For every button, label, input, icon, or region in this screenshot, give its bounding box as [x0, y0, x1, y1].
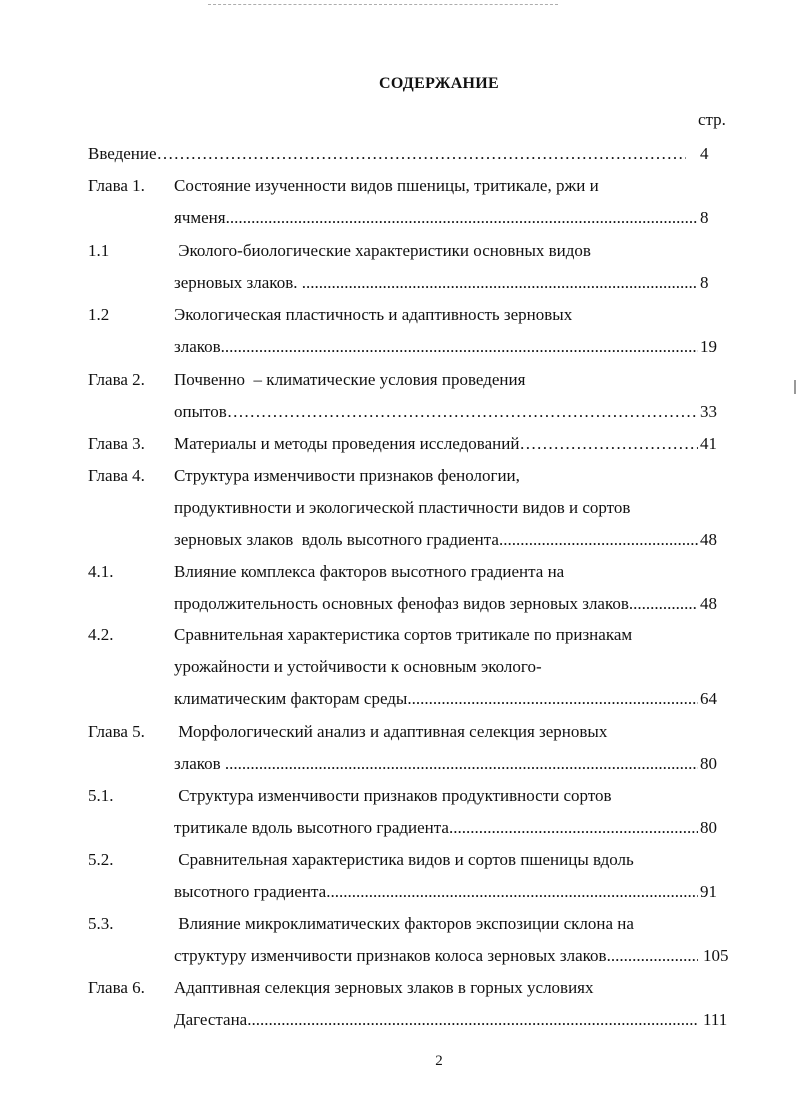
- toc-entry-row[interactable]: [0, 813, 798, 843]
- toc-entry-row[interactable]: [0, 203, 798, 233]
- toc-entry-text: Сравнительная характеристика сортов тритикале по признакам: [174, 625, 633, 644]
- toc-entry-text: высотного градиента: [174, 882, 327, 902]
- toc-entry-text: урожайности и устойчивости к основным эколого-: [174, 657, 542, 677]
- toc-entry-row[interactable]: [0, 557, 798, 587]
- dot-leader: [226, 203, 698, 233]
- toc-entry-text: зерновых злаков.: [174, 273, 302, 293]
- toc-entry-line: [174, 941, 698, 971]
- dot-leader: [607, 941, 698, 971]
- toc-entry-page: 8: [700, 273, 709, 293]
- toc-entry-line: [174, 909, 698, 939]
- toc-entry-row[interactable]: [0, 877, 798, 907]
- toc-entry-page: 111: [703, 1010, 728, 1030]
- dot-leader: [247, 1005, 698, 1035]
- toc-entry-line: [174, 332, 698, 362]
- toc-entry-page: 105: [703, 946, 729, 966]
- toc-entry-text: Экологическая пластичность и адаптивность зерновых: [174, 305, 573, 324]
- toc-intro-page: 4: [700, 144, 709, 163]
- dot-leader: [449, 813, 698, 843]
- toc-entry-row[interactable]: [0, 429, 798, 459]
- toc-entry-line: [174, 684, 698, 714]
- dot-leader: [302, 268, 698, 298]
- toc-entry-number: Глава 3.: [88, 434, 145, 453]
- toc-entry-page: 8: [700, 208, 709, 228]
- page-title: СОДЕРЖАНИЕ: [378, 75, 500, 92]
- toc-intro-row[interactable]: [0, 139, 798, 169]
- toc-entry-row[interactable]: [0, 493, 798, 523]
- toc-entry-page: 91: [700, 882, 717, 902]
- dot-leader: [225, 749, 698, 779]
- page-column-label: стр.: [698, 110, 726, 129]
- toc-entry-text: структуру изменчивости признаков колоса зерновых злаков: [174, 946, 607, 966]
- toc-entry-row[interactable]: [0, 941, 798, 971]
- toc-entry-line: [174, 589, 698, 619]
- toc-entry-text: Структура изменчивости признаков фенологии,: [174, 466, 520, 485]
- dot-leader: [407, 684, 698, 714]
- toc-entry-number: Глава 4.: [88, 466, 145, 485]
- toc-entry-line: [174, 845, 698, 875]
- toc-entry-line: [174, 557, 698, 587]
- toc-entry-text: климатическим факторам среды: [174, 689, 408, 709]
- toc-entry-row[interactable]: [0, 749, 798, 779]
- toc-entry-line: [174, 397, 698, 427]
- toc-entry-row[interactable]: [0, 397, 798, 427]
- toc-entry-number: 5.3.: [88, 914, 114, 933]
- toc-entry-text: Дагестана: [174, 1010, 248, 1030]
- toc-entry-line: [174, 1005, 698, 1035]
- dot-leader: [227, 397, 698, 427]
- toc-entry-page: 19: [700, 337, 717, 357]
- toc-entry-number: Глава 5.: [88, 722, 145, 741]
- toc-entry-line: [174, 429, 698, 459]
- toc-entry-text: злаков: [174, 337, 221, 357]
- toc-entry-text: Эколого-биологические характеристики основных видов: [174, 241, 591, 260]
- dot-leader: [326, 877, 698, 907]
- toc-entry-page: 48: [700, 594, 717, 614]
- toc-entry-line: [174, 652, 698, 682]
- toc-entry-text: Сравнительная характеристика видов и сортов пшеницы вдоль: [174, 850, 634, 869]
- toc-entry-row[interactable]: [0, 268, 798, 298]
- toc-entry-number: Глава 1.: [88, 176, 145, 195]
- toc-entry-row[interactable]: [0, 236, 798, 266]
- dot-leader: [499, 525, 698, 555]
- scan-artifact-top: [208, 4, 558, 5]
- toc-entry-row[interactable]: [0, 909, 798, 939]
- toc-entry-line: [174, 268, 698, 298]
- dot-leader: [629, 589, 698, 619]
- dot-leader: [157, 139, 686, 169]
- toc-entry-line: [174, 781, 698, 811]
- toc-entry-text: Материалы и методы проведения исследований: [174, 434, 520, 453]
- toc-entry-number: 4.1.: [88, 562, 114, 581]
- toc-entry-text: продуктивности и экологической пластичности видов и сортов: [174, 498, 631, 518]
- toc-entry-number: 5.1.: [88, 786, 114, 805]
- toc-intro-line: [88, 139, 686, 169]
- toc-entry-number: 4.2.: [88, 625, 114, 644]
- toc-entry-row[interactable]: [0, 652, 798, 682]
- dot-leader: [221, 332, 698, 362]
- toc-entry-number: Глава 6.: [88, 978, 145, 997]
- toc-entry-line: [174, 620, 698, 650]
- toc-entry-text: продолжительность основных фенофаз видов зерновых злаков: [174, 594, 629, 614]
- toc-entry-text: Влияние микроклиматических факторов экспозиции склона на: [174, 914, 634, 933]
- toc-entry-row[interactable]: [0, 973, 798, 1003]
- toc-entry-line: [174, 493, 698, 523]
- toc-entry-line: [174, 461, 698, 491]
- toc-entry-row[interactable]: [0, 781, 798, 811]
- toc-entry-row[interactable]: [0, 684, 798, 714]
- toc-entry-text: Почвенно – климатические условия проведения: [174, 370, 526, 389]
- toc-entry-row[interactable]: [0, 525, 798, 555]
- toc-entry-row[interactable]: [0, 171, 798, 201]
- toc-entry-row[interactable]: [0, 365, 798, 395]
- toc-entry-line: [174, 365, 698, 395]
- page-number: 2: [435, 1053, 443, 1069]
- toc-entry-text: тритикале вдоль высотного градиента: [174, 818, 449, 838]
- toc-entry-text: злаков: [174, 754, 225, 774]
- toc-entry-number: Глава 2.: [88, 370, 145, 389]
- toc-entry-line: [174, 813, 698, 843]
- toc-entry-number: 1.1: [88, 241, 110, 260]
- toc-entry-text: ячменя: [174, 208, 226, 228]
- toc-entry-row[interactable]: [0, 300, 798, 330]
- toc-entry-line: [174, 973, 698, 1003]
- toc-entry-number: 5.2.: [88, 850, 114, 869]
- toc-entry-line: [174, 171, 698, 201]
- toc-entry-text: Состояние изученности видов пшеницы, тритикале, ржи и: [174, 176, 599, 195]
- toc-entry-line: [174, 877, 698, 907]
- toc-entry-text: зерновых злаков вдоль высотного градиента: [174, 530, 499, 550]
- toc-entry-line: [174, 717, 698, 747]
- toc-entry-text: Влияние комплекса факторов высотного градиента на: [174, 562, 565, 581]
- dot-leader: [519, 429, 698, 459]
- toc-entry-row[interactable]: [0, 332, 798, 362]
- toc-entry-page: 48: [700, 530, 717, 550]
- toc-entry-page: 33: [700, 402, 717, 422]
- toc-entry-row[interactable]: [0, 717, 798, 747]
- toc-entry-text: Структура изменчивости признаков продуктивности сортов: [174, 786, 612, 805]
- toc-entry-page: 80: [700, 818, 717, 838]
- toc-entry-number: 1.2: [88, 305, 110, 324]
- toc-entry-line: [174, 203, 698, 233]
- toc-entry-text: Морфологический анализ и адаптивная селекция зерновых: [174, 722, 608, 741]
- toc-entry-line: [174, 236, 698, 266]
- toc-entry-page: 64: [700, 689, 717, 709]
- toc-intro-text: Введение: [88, 144, 157, 163]
- toc-entry-line: [174, 749, 698, 779]
- toc-entry-row[interactable]: [0, 620, 798, 650]
- toc-entry-row[interactable]: [0, 461, 798, 491]
- toc-entry-text: опытов: [174, 402, 227, 422]
- toc-entry-line: [174, 300, 698, 330]
- toc-entry-row[interactable]: [0, 589, 798, 619]
- toc-entry-row[interactable]: [0, 1005, 798, 1035]
- toc-entry-text: Адаптивная селекция зерновых злаков в горных условиях: [174, 978, 594, 997]
- toc-entry-page: 41: [700, 434, 717, 453]
- toc-entry-row[interactable]: [0, 845, 798, 875]
- toc-entry-line: [174, 525, 698, 555]
- toc-entry-page: 80: [700, 754, 717, 774]
